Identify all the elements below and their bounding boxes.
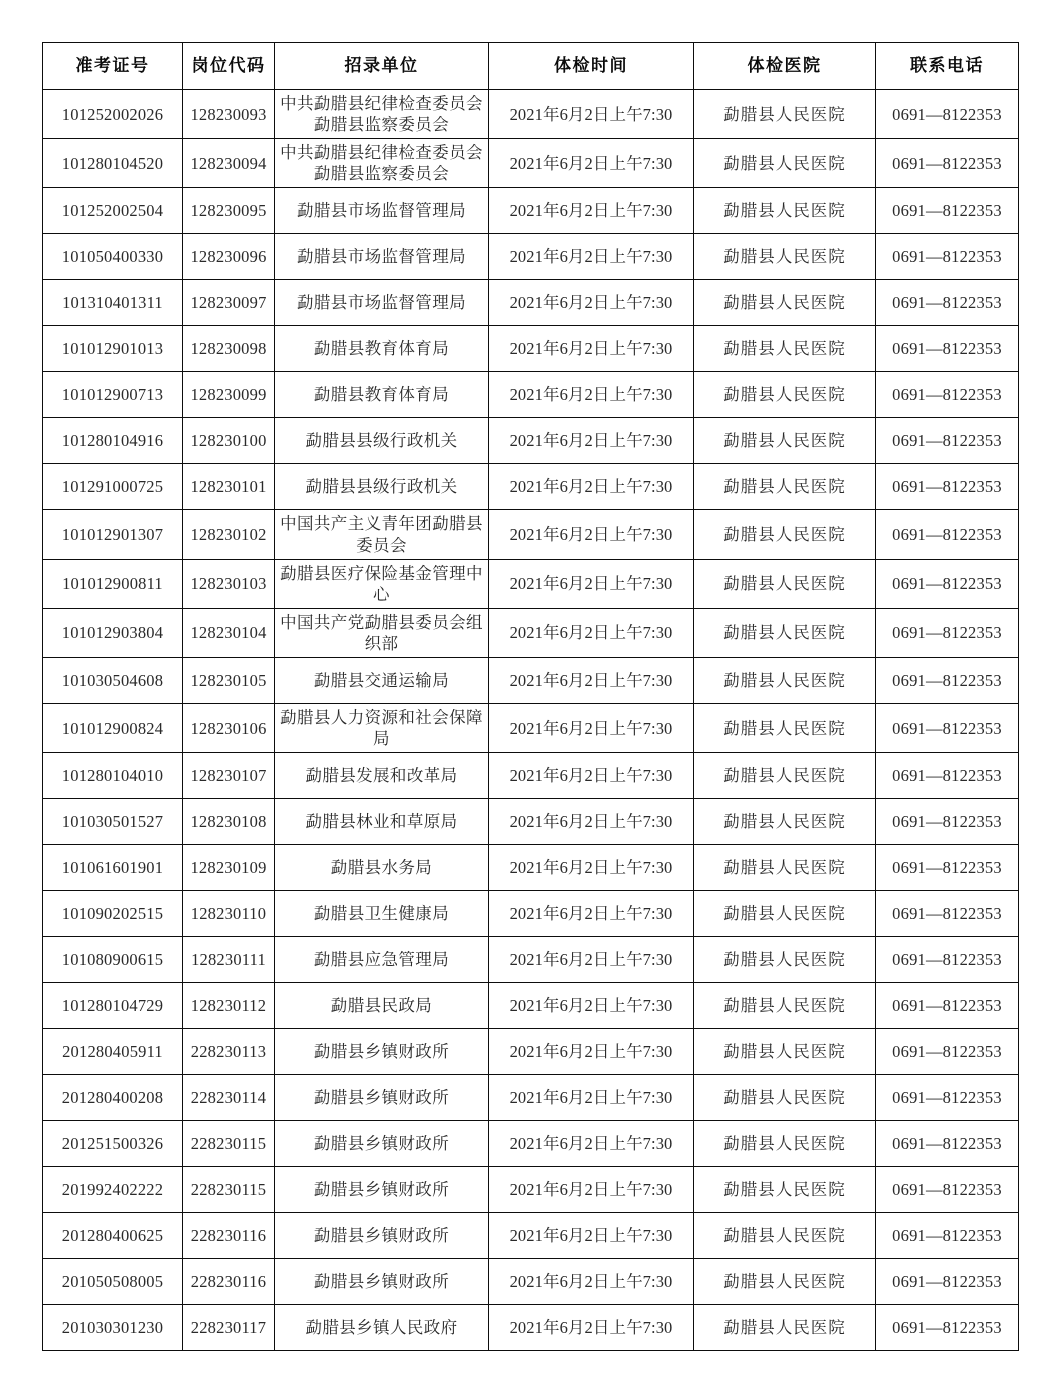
- cell-ticket-number: 101280104010: [43, 753, 183, 799]
- table-row: [43, 559, 1019, 608]
- cell-exam-hospital: 勐腊县人民医院: [694, 845, 876, 891]
- cell-exam-hospital: 勐腊县人民医院: [694, 139, 876, 188]
- cell-exam-hospital: 勐腊县人民医院: [694, 704, 876, 753]
- cell-contact-phone: 0691—8122353: [876, 983, 1019, 1029]
- cell-recruiting-unit: 勐腊县县级行政机关: [275, 418, 489, 464]
- cell-exam-hospital: 勐腊县人民医院: [694, 1213, 876, 1259]
- cell-recruiting-unit: 勐腊县乡镇财政所: [275, 1259, 489, 1305]
- table-row: [43, 1259, 1019, 1305]
- cell-exam-hospital: 勐腊县人民医院: [694, 280, 876, 326]
- column-header-ticket-number: 准考证号: [43, 43, 183, 90]
- cell-recruiting-unit: 勐腊县交通运输局: [275, 658, 489, 704]
- cell-ticket-number: 101252002026: [43, 90, 183, 139]
- cell-contact-phone: 0691—8122353: [876, 1075, 1019, 1121]
- cell-recruiting-unit: 勐腊县县级行政机关: [275, 464, 489, 510]
- column-header-exam-time: 体检时间: [489, 43, 694, 90]
- table-row: [43, 608, 1019, 657]
- cell-contact-phone: 0691—8122353: [876, 1121, 1019, 1167]
- cell-exam-hospital: 勐腊县人民医院: [694, 658, 876, 704]
- table-header-row: [43, 43, 1019, 90]
- cell-post-code: 128230108: [183, 799, 275, 845]
- cell-exam-hospital: 勐腊县人民医院: [694, 983, 876, 1029]
- cell-exam-hospital: 勐腊县人民医院: [694, 1121, 876, 1167]
- cell-ticket-number: 201251500326: [43, 1121, 183, 1167]
- cell-ticket-number: 101061601901: [43, 845, 183, 891]
- cell-ticket-number: 101030504608: [43, 658, 183, 704]
- cell-ticket-number: 101252002504: [43, 188, 183, 234]
- cell-contact-phone: 0691—8122353: [876, 326, 1019, 372]
- table-body: [43, 90, 1019, 1351]
- cell-exam-hospital: 勐腊县人民医院: [694, 90, 876, 139]
- cell-recruiting-unit: 勐腊县民政局: [275, 983, 489, 1029]
- cell-ticket-number: 101012900713: [43, 372, 183, 418]
- table-row: [43, 464, 1019, 510]
- cell-exam-hospital: 勐腊县人民医院: [694, 326, 876, 372]
- cell-exam-time: 2021年6月2日上午7:30: [489, 372, 694, 418]
- cell-exam-hospital: 勐腊县人民医院: [694, 1305, 876, 1351]
- cell-exam-time: 2021年6月2日上午7:30: [489, 1167, 694, 1213]
- cell-contact-phone: 0691—8122353: [876, 234, 1019, 280]
- cell-exam-time: 2021年6月2日上午7:30: [489, 704, 694, 753]
- cell-post-code: 128230100: [183, 418, 275, 464]
- cell-exam-time: 2021年6月2日上午7:30: [489, 418, 694, 464]
- table-row: [43, 845, 1019, 891]
- cell-exam-time: 2021年6月2日上午7:30: [489, 891, 694, 937]
- cell-ticket-number: 101291000725: [43, 464, 183, 510]
- cell-exam-hospital: 勐腊县人民医院: [694, 799, 876, 845]
- cell-exam-hospital: 勐腊县人民医院: [694, 464, 876, 510]
- cell-post-code: 228230113: [183, 1029, 275, 1075]
- cell-contact-phone: 0691—8122353: [876, 1305, 1019, 1351]
- cell-exam-time: 2021年6月2日上午7:30: [489, 1075, 694, 1121]
- cell-post-code: 228230115: [183, 1167, 275, 1213]
- cell-post-code: 128230095: [183, 188, 275, 234]
- cell-ticket-number: 201280405911: [43, 1029, 183, 1075]
- cell-exam-hospital: 勐腊县人民医院: [694, 1167, 876, 1213]
- cell-contact-phone: 0691—8122353: [876, 90, 1019, 139]
- cell-recruiting-unit: 中国共产主义青年团勐腊县委员会: [275, 510, 489, 559]
- cell-recruiting-unit: 勐腊县水务局: [275, 845, 489, 891]
- cell-post-code: 128230111: [183, 937, 275, 983]
- cell-post-code: 128230107: [183, 753, 275, 799]
- cell-post-code: 228230115: [183, 1121, 275, 1167]
- cell-recruiting-unit: 勐腊县乡镇财政所: [275, 1167, 489, 1213]
- cell-ticket-number: 101080900615: [43, 937, 183, 983]
- cell-ticket-number: 101012901307: [43, 510, 183, 559]
- table-row: [43, 937, 1019, 983]
- table-row: [43, 188, 1019, 234]
- table-row: [43, 753, 1019, 799]
- cell-recruiting-unit: 勐腊县发展和改革局: [275, 753, 489, 799]
- cell-exam-time: 2021年6月2日上午7:30: [489, 1121, 694, 1167]
- cell-exam-time: 2021年6月2日上午7:30: [489, 1305, 694, 1351]
- cell-recruiting-unit: 勐腊县医疗保险基金管理中心: [275, 559, 489, 608]
- cell-ticket-number: 101012900824: [43, 704, 183, 753]
- cell-recruiting-unit: 勐腊县应急管理局: [275, 937, 489, 983]
- cell-exam-time: 2021年6月2日上午7:30: [489, 510, 694, 559]
- cell-contact-phone: 0691—8122353: [876, 753, 1019, 799]
- cell-contact-phone: 0691—8122353: [876, 372, 1019, 418]
- cell-recruiting-unit: 勐腊县卫生健康局: [275, 891, 489, 937]
- table-header: [43, 43, 1019, 90]
- cell-post-code: 128230099: [183, 372, 275, 418]
- column-header-recruiting-unit: 招录单位: [275, 43, 489, 90]
- cell-recruiting-unit: 勐腊县乡镇财政所: [275, 1075, 489, 1121]
- cell-ticket-number: 101090202515: [43, 891, 183, 937]
- table-row: [43, 90, 1019, 139]
- cell-ticket-number: 101280104729: [43, 983, 183, 1029]
- cell-exam-hospital: 勐腊县人民医院: [694, 753, 876, 799]
- cell-exam-time: 2021年6月2日上午7:30: [489, 1259, 694, 1305]
- cell-ticket-number: 201280400208: [43, 1075, 183, 1121]
- column-header-post-code: 岗位代码: [183, 43, 275, 90]
- table-row: [43, 1121, 1019, 1167]
- cell-ticket-number: 101012903804: [43, 608, 183, 657]
- cell-ticket-number: 101012900811: [43, 559, 183, 608]
- cell-contact-phone: 0691—8122353: [876, 1213, 1019, 1259]
- cell-exam-time: 2021年6月2日上午7:30: [489, 234, 694, 280]
- cell-ticket-number: 101280104916: [43, 418, 183, 464]
- cell-contact-phone: 0691—8122353: [876, 799, 1019, 845]
- cell-exam-time: 2021年6月2日上午7:30: [489, 139, 694, 188]
- table-row: [43, 1213, 1019, 1259]
- cell-post-code: 228230117: [183, 1305, 275, 1351]
- cell-recruiting-unit: 中共勐腊县纪律检查委员会勐腊县监察委员会: [275, 139, 489, 188]
- cell-recruiting-unit: 勐腊县教育体育局: [275, 326, 489, 372]
- cell-exam-hospital: 勐腊县人民医院: [694, 188, 876, 234]
- cell-ticket-number: 201992402222: [43, 1167, 183, 1213]
- cell-contact-phone: 0691—8122353: [876, 510, 1019, 559]
- cell-post-code: 128230098: [183, 326, 275, 372]
- cell-recruiting-unit: 勐腊县市场监督管理局: [275, 188, 489, 234]
- cell-exam-hospital: 勐腊县人民医院: [694, 372, 876, 418]
- cell-post-code: 128230096: [183, 234, 275, 280]
- table-row: [43, 326, 1019, 372]
- cell-exam-time: 2021年6月2日上午7:30: [489, 983, 694, 1029]
- cell-exam-hospital: 勐腊县人民医院: [694, 937, 876, 983]
- cell-post-code: 128230109: [183, 845, 275, 891]
- cell-exam-time: 2021年6月2日上午7:30: [489, 326, 694, 372]
- cell-ticket-number: 101050400330: [43, 234, 183, 280]
- cell-exam-hospital: 勐腊县人民医院: [694, 418, 876, 464]
- cell-recruiting-unit: 勐腊县市场监督管理局: [275, 234, 489, 280]
- cell-recruiting-unit: 勐腊县林业和草原局: [275, 799, 489, 845]
- cell-ticket-number: 101310401311: [43, 280, 183, 326]
- cell-contact-phone: 0691—8122353: [876, 464, 1019, 510]
- cell-contact-phone: 0691—8122353: [876, 188, 1019, 234]
- cell-recruiting-unit: 中国共产党勐腊县委员会组织部: [275, 608, 489, 657]
- table-row: [43, 799, 1019, 845]
- cell-exam-time: 2021年6月2日上午7:30: [489, 559, 694, 608]
- cell-exam-time: 2021年6月2日上午7:30: [489, 188, 694, 234]
- cell-contact-phone: 0691—8122353: [876, 608, 1019, 657]
- cell-recruiting-unit: 中共勐腊县纪律检查委员会勐腊县监察委员会: [275, 90, 489, 139]
- cell-contact-phone: 0691—8122353: [876, 658, 1019, 704]
- cell-exam-hospital: 勐腊县人民医院: [694, 608, 876, 657]
- cell-recruiting-unit: 勐腊县乡镇财政所: [275, 1121, 489, 1167]
- cell-ticket-number: 201030301230: [43, 1305, 183, 1351]
- cell-exam-time: 2021年6月2日上午7:30: [489, 799, 694, 845]
- cell-post-code: 128230103: [183, 559, 275, 608]
- cell-exam-time: 2021年6月2日上午7:30: [489, 90, 694, 139]
- cell-exam-hospital: 勐腊县人民医院: [694, 1029, 876, 1075]
- cell-exam-time: 2021年6月2日上午7:30: [489, 1213, 694, 1259]
- table-row: [43, 891, 1019, 937]
- cell-contact-phone: 0691—8122353: [876, 139, 1019, 188]
- cell-recruiting-unit: 勐腊县市场监督管理局: [275, 280, 489, 326]
- cell-ticket-number: 101030501527: [43, 799, 183, 845]
- cell-contact-phone: 0691—8122353: [876, 559, 1019, 608]
- cell-contact-phone: 0691—8122353: [876, 1259, 1019, 1305]
- cell-exam-time: 2021年6月2日上午7:30: [489, 1029, 694, 1075]
- cell-post-code: 228230114: [183, 1075, 275, 1121]
- cell-exam-time: 2021年6月2日上午7:30: [489, 658, 694, 704]
- cell-exam-time: 2021年6月2日上午7:30: [489, 845, 694, 891]
- cell-exam-hospital: 勐腊县人民医院: [694, 234, 876, 280]
- cell-ticket-number: 101280104520: [43, 139, 183, 188]
- cell-exam-hospital: 勐腊县人民医院: [694, 891, 876, 937]
- cell-recruiting-unit: 勐腊县乡镇财政所: [275, 1029, 489, 1075]
- cell-exam-time: 2021年6月2日上午7:30: [489, 608, 694, 657]
- physical-exam-schedule-table: [42, 42, 1019, 1351]
- cell-exam-time: 2021年6月2日上午7:30: [489, 937, 694, 983]
- table-row: [43, 658, 1019, 704]
- table-row: [43, 1075, 1019, 1121]
- column-header-contact-phone: 联系电话: [876, 43, 1019, 90]
- cell-post-code: 128230104: [183, 608, 275, 657]
- table-row: [43, 280, 1019, 326]
- cell-post-code: 128230101: [183, 464, 275, 510]
- cell-post-code: 128230094: [183, 139, 275, 188]
- table-row: [43, 139, 1019, 188]
- cell-recruiting-unit: 勐腊县乡镇财政所: [275, 1213, 489, 1259]
- cell-exam-time: 2021年6月2日上午7:30: [489, 753, 694, 799]
- cell-exam-time: 2021年6月2日上午7:30: [489, 464, 694, 510]
- cell-exam-time: 2021年6月2日上午7:30: [489, 280, 694, 326]
- cell-post-code: 228230116: [183, 1259, 275, 1305]
- table-row: [43, 418, 1019, 464]
- cell-post-code: 128230112: [183, 983, 275, 1029]
- table-row: [43, 1167, 1019, 1213]
- table-row: [43, 1029, 1019, 1075]
- cell-post-code: 128230097: [183, 280, 275, 326]
- cell-contact-phone: 0691—8122353: [876, 1029, 1019, 1075]
- cell-post-code: 128230102: [183, 510, 275, 559]
- column-header-exam-hospital: 体检医院: [694, 43, 876, 90]
- cell-ticket-number: 201050508005: [43, 1259, 183, 1305]
- cell-contact-phone: 0691—8122353: [876, 1167, 1019, 1213]
- table-row: [43, 372, 1019, 418]
- cell-ticket-number: 101012901013: [43, 326, 183, 372]
- table-row: [43, 1305, 1019, 1351]
- cell-recruiting-unit: 勐腊县人力资源和社会保障局: [275, 704, 489, 753]
- table-row: [43, 704, 1019, 753]
- cell-contact-phone: 0691—8122353: [876, 937, 1019, 983]
- cell-post-code: 128230105: [183, 658, 275, 704]
- cell-contact-phone: 0691—8122353: [876, 418, 1019, 464]
- cell-contact-phone: 0691—8122353: [876, 891, 1019, 937]
- cell-post-code: 128230110: [183, 891, 275, 937]
- cell-contact-phone: 0691—8122353: [876, 704, 1019, 753]
- cell-exam-hospital: 勐腊县人民医院: [694, 1075, 876, 1121]
- cell-post-code: 128230106: [183, 704, 275, 753]
- cell-recruiting-unit: 勐腊县教育体育局: [275, 372, 489, 418]
- cell-ticket-number: 201280400625: [43, 1213, 183, 1259]
- cell-post-code: 228230116: [183, 1213, 275, 1259]
- table-row: [43, 983, 1019, 1029]
- cell-exam-hospital: 勐腊县人民医院: [694, 559, 876, 608]
- cell-contact-phone: 0691—8122353: [876, 845, 1019, 891]
- cell-post-code: 128230093: [183, 90, 275, 139]
- table-row: [43, 510, 1019, 559]
- cell-contact-phone: 0691—8122353: [876, 280, 1019, 326]
- cell-exam-hospital: 勐腊县人民医院: [694, 510, 876, 559]
- cell-recruiting-unit: 勐腊县乡镇人民政府: [275, 1305, 489, 1351]
- cell-exam-hospital: 勐腊县人民医院: [694, 1259, 876, 1305]
- table-row: [43, 234, 1019, 280]
